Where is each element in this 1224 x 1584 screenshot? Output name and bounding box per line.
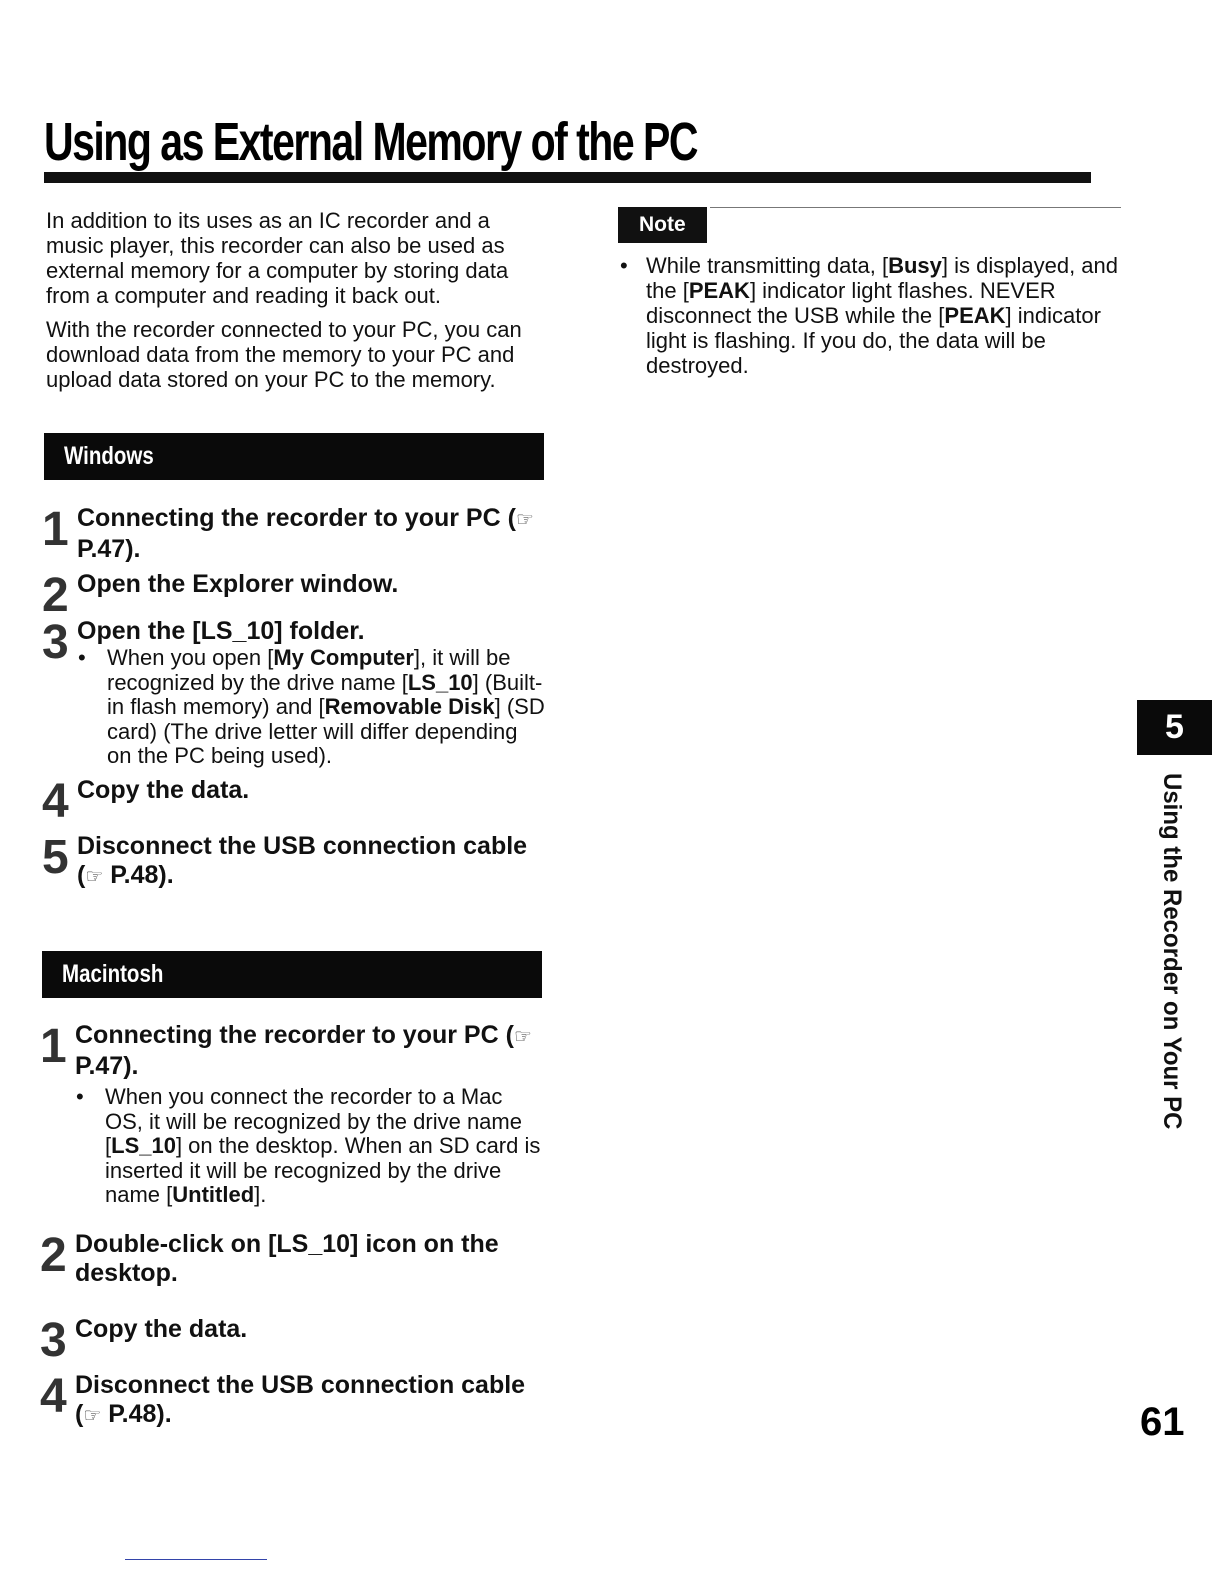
detail-text: ]. (254, 1182, 267, 1207)
step-title-text: Connecting the recorder to your PC ( (75, 1021, 514, 1049)
note-divider (710, 207, 1121, 208)
title-rule (44, 172, 1091, 183)
footer-rule (125, 1559, 267, 1560)
step-number: 5 (42, 831, 69, 884)
note-bold-busy: Busy (888, 253, 942, 278)
step-title (75, 1371, 544, 1431)
step-detail (77, 646, 546, 769)
detail-bold: LS_10 (111, 1133, 176, 1158)
step-title: Copy the data. (77, 776, 250, 804)
step-title (77, 504, 546, 564)
step-number: 4 (42, 775, 69, 828)
step-title (75, 1021, 544, 1081)
step-title-text: Disconnect the USB connection cable ( (75, 1371, 526, 1428)
detail-bold: Untitled (172, 1182, 255, 1207)
step-number: 1 (42, 503, 69, 556)
page-title: Using as External Memory of the PC (44, 112, 698, 172)
step-title: Open the [LS_10] folder. (77, 617, 365, 645)
note-text: While transmitting data, [ (646, 253, 889, 278)
intro-paragraph: In addition to its uses as an IC recorder and a music player, this recorder can also be used as external memory for a computer by storing data from a computer and reading it back out. (46, 208, 509, 308)
intro-paragraph: With the recorder connected to your PC, you can download data from the memory to your PC and upload data stored on your PC to the memory. (46, 317, 522, 392)
step-number: 3 (42, 616, 69, 669)
note-item (618, 253, 1121, 378)
step-title: Open the Explorer window. (77, 570, 399, 598)
detail-text: ] (Built-in flash memory) and [ (107, 669, 543, 719)
note-text: ] indicator light flashes. NEVER disconnect the USB while the [ (646, 278, 1056, 328)
mac-step-3 (40, 1314, 544, 1367)
chapter-number-tab: 5 (1137, 700, 1212, 755)
pointing-hand-icon: ☞ (513, 1026, 532, 1048)
page-number: 61 (1140, 1400, 1185, 1444)
step-number: 3 (40, 1314, 67, 1367)
step-title-text: Disconnect the USB connection cable ( (77, 832, 528, 889)
note-bold-peak: PEAK (944, 303, 1006, 328)
page-reference: P.48). (103, 861, 174, 889)
detail-bold: Removable Disk (324, 694, 495, 719)
note-bold-peak: PEAK (688, 278, 750, 303)
pointing-hand-icon: ☞ (85, 866, 104, 888)
page-reference: P.47). (77, 535, 141, 563)
page-reference: P.47). (75, 1052, 139, 1080)
step-number: 2 (42, 569, 69, 622)
step-detail (75, 1085, 544, 1208)
note-label: Note (618, 207, 707, 243)
chapter-title: Using the Recorder on Your PC (1158, 773, 1186, 1130)
windows-step-3 (42, 617, 546, 769)
bullet-icon: • (620, 253, 628, 278)
windows-step-2 (42, 569, 546, 622)
step-title: Double-click on [LS_10] icon on the desktop. (75, 1230, 499, 1287)
macintosh-heading-label: Macintosh (62, 960, 164, 988)
pointing-hand-icon: ☞ (83, 1405, 102, 1427)
pointing-hand-icon: ☞ (515, 509, 534, 531)
note-text: ] is displayed, and the [ (646, 253, 1119, 303)
macintosh-heading (42, 951, 542, 998)
mac-step-1 (40, 1021, 544, 1208)
note-list (618, 253, 1121, 378)
step-title (77, 832, 546, 892)
step-title: Copy the data. (75, 1315, 248, 1343)
page-reference: P.48). (101, 1400, 172, 1428)
detail-text: ], it will be recognized by the drive name [ (107, 645, 511, 695)
note-box (618, 207, 1121, 378)
note-text: ] indicator light is flashing. If you do, the data will be destroyed. (646, 303, 1101, 378)
windows-heading (44, 433, 544, 480)
mac-step-4 (40, 1371, 544, 1431)
detail-text: When you open [ (107, 645, 274, 670)
detail-bold: My Computer (273, 645, 414, 670)
detail-text: ] (SD card) (The drive letter will differ depending on the PC being used). (107, 694, 545, 768)
mac-step-2 (40, 1230, 544, 1288)
windows-step-1 (42, 504, 546, 564)
detail-text: When you connect the recorder to a Mac OS, it will be recognized by the drive name [ (105, 1084, 522, 1158)
bullet-icon: • (78, 645, 86, 670)
step-number: 1 (40, 1020, 67, 1073)
step-number: 2 (40, 1229, 67, 1282)
windows-step-5 (42, 832, 546, 892)
windows-step-4 (42, 775, 546, 828)
detail-bold: LS_10 (407, 669, 473, 695)
step-number: 4 (40, 1370, 67, 1423)
detail-text: ] on the desktop. When an SD card is inserted it will be recognized by the drive name [ (105, 1133, 541, 1207)
bullet-icon: • (76, 1084, 84, 1109)
step-title-text: Connecting the recorder to your PC ( (77, 504, 516, 532)
intro-text (46, 208, 546, 401)
windows-heading-label: Windows (64, 442, 154, 470)
